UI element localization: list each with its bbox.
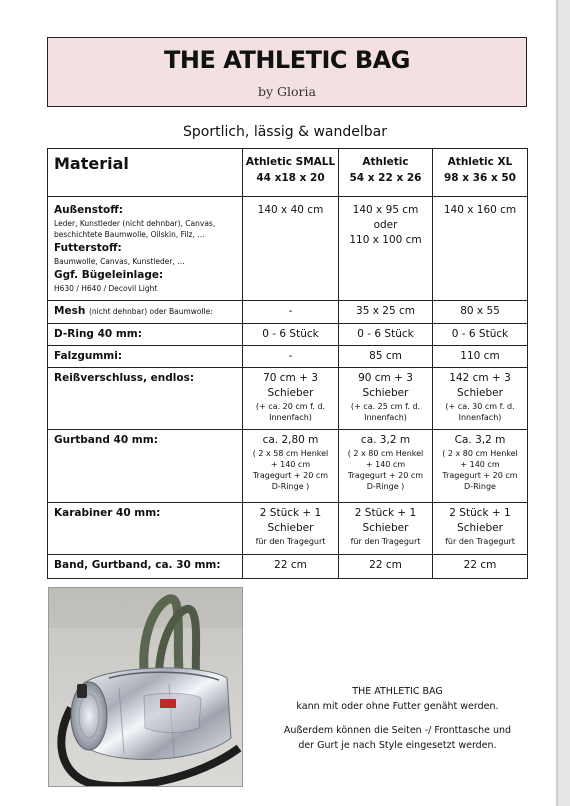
karabiner-xl	[433, 503, 528, 555]
table-row-falzgummi	[48, 346, 528, 368]
falzgummi-label: Falzgummi:	[48, 346, 243, 368]
gurt-mid-3: + 140 cm	[365, 460, 406, 469]
karabiner-small-1: 2 Stück + 1	[259, 507, 322, 519]
gurt-mid-1: ca. 3,2 m	[360, 434, 411, 446]
byline: by Gloria	[258, 84, 316, 99]
header-small-name: Athletic SMALL	[245, 156, 336, 168]
karabiner-small-3: für den Tragegurt	[255, 537, 326, 546]
header-small	[243, 149, 339, 197]
futterstoff-label: Futterstoff:	[54, 242, 122, 254]
reiss-xl-4: Innenfach)	[458, 413, 502, 422]
karabiner-xl-3: für den Tragegurt	[445, 537, 515, 546]
karabiner-mid-2: Schieber	[362, 522, 409, 534]
karabiner-xl-1: 2 Stück + 1	[449, 507, 511, 519]
buegeleinlage-label: Ggf. Bügeleinlage:	[54, 269, 164, 281]
mesh-athletic: 35 x 25 cm	[339, 301, 433, 324]
gurt-xl-2: ( 2 x 80 cm Henkel	[442, 449, 518, 458]
table-row-reissverschluss	[48, 368, 528, 430]
header-material: Material	[48, 149, 243, 197]
aussenstoff-athletic-2: oder	[373, 219, 398, 231]
header-small-size: 44 x18 x 20	[256, 172, 325, 184]
gurt-xl-4: Tragegurt + 20 cm	[442, 471, 518, 480]
dring-label: D-Ring 40 mm:	[48, 324, 243, 346]
gurt-xl-5: D-Ringe	[464, 482, 496, 491]
bottom-description	[270, 684, 525, 753]
subtitle: Sportlich, lässig & wandelbar	[183, 124, 387, 140]
karabiner-athletic	[339, 503, 433, 555]
page-edge	[556, 0, 570, 806]
gurt-mid-4: Tragegurt + 20 cm	[347, 471, 424, 480]
gurtband-xl	[433, 430, 528, 503]
aussenstoff-athletic	[339, 197, 433, 301]
table-row-aussenstoff	[48, 197, 528, 301]
gurt-small-3: + 140 cm	[270, 460, 311, 469]
falzgummi-small: -	[243, 346, 339, 368]
gurtband-athletic	[339, 430, 433, 503]
futterstoff-desc: Baumwolle, Canvas, Kunstleder, …	[54, 257, 185, 266]
reiss-xl-3: (+ ca. 30 cm f. d.	[445, 402, 515, 411]
mesh-label: Mesh	[54, 305, 86, 317]
reiss-mid-3: (+ ca. 25 cm f. d.	[350, 402, 421, 411]
aussenstoff-desc: Leder, Kunstleder (nicht dehnbar), Canvas, beschichtete Baumwolle, Oilskin, Filz, …	[54, 219, 216, 239]
band-small: 22 cm	[243, 555, 339, 579]
reissverschluss-xl	[433, 368, 528, 430]
aussenstoff-athletic-3: 110 x 100 cm	[349, 234, 422, 246]
reiss-small-2: Schieber	[267, 387, 314, 399]
gurt-mid-2: ( 2 x 80 cm Henkel	[347, 449, 424, 458]
header-athletic	[339, 149, 433, 197]
bag-photo	[48, 587, 243, 787]
karabiner-label: Karabiner 40 mm:	[48, 503, 243, 555]
reiss-mid-2: Schieber	[362, 387, 409, 399]
aussenstoff-athletic-1: 140 x 95 cm	[352, 204, 419, 216]
strap-connector	[77, 684, 87, 698]
header-athletic-size: 54 x 22 x 26	[349, 172, 422, 184]
bag-illustration	[49, 588, 243, 787]
gurtband-label: Gurtband 40 mm:	[48, 430, 243, 503]
dring-xl: 0 - 6 Stück	[433, 324, 528, 346]
reiss-small-1: 70 cm + 3	[263, 372, 318, 384]
falzgummi-athletic: 85 cm	[339, 346, 433, 368]
karabiner-xl-2: Schieber	[457, 522, 503, 534]
gurt-small-5: D-Ringe )	[271, 482, 310, 491]
brand-tag	[160, 699, 176, 708]
bag-endcap	[71, 682, 107, 750]
reiss-mid-4: Innenfach)	[364, 413, 407, 422]
mesh-small: -	[243, 301, 339, 324]
gurt-xl-3: + 140 cm	[460, 460, 500, 469]
table-row-mesh	[48, 301, 528, 324]
reiss-small-4: Innenfach)	[269, 413, 312, 422]
gurt-mid-5: D-Ringe )	[366, 482, 405, 491]
reiss-mid-1: 90 cm + 3	[358, 372, 413, 384]
gurt-xl-1: Ca. 3,2 m	[454, 434, 506, 446]
header-xl-size: 98 x 36 x 50	[443, 172, 516, 184]
table-row-band	[48, 555, 528, 579]
mesh-label-small: (nicht dehnbar) oder Baumwolle:	[88, 307, 213, 316]
reissverschluss-small	[243, 368, 339, 430]
bottom-line-2: kann mit oder ohne Futter genäht werden.	[296, 701, 499, 712]
karabiner-small	[243, 503, 339, 555]
gurtband-small	[243, 430, 339, 503]
gurt-small-1: ca. 2,80 m	[262, 434, 319, 446]
bottom-line-4: der Gurt je nach Style eingesetzt werden.	[298, 740, 497, 751]
table-row-karabiner	[48, 503, 528, 555]
buegeleinlage-desc: H630 / H640 / Decovil Light	[54, 284, 158, 293]
karabiner-mid-1: 2 Stück + 1	[354, 507, 417, 519]
aussenstoff-label: Außenstoff:	[54, 204, 123, 216]
table-row-dring	[48, 324, 528, 346]
mesh-xl: 80 x 55	[433, 301, 528, 324]
band-xl: 22 cm	[433, 555, 528, 579]
bottom-line-1: THE ATHLETIC BAG	[352, 686, 443, 697]
falzgummi-xl: 110 cm	[433, 346, 528, 368]
aussenstoff-label-cell	[48, 197, 243, 301]
reiss-small-3: (+ ca. 20 cm f. d.	[255, 402, 326, 411]
table-header-row	[48, 149, 528, 197]
dring-athletic: 0 - 6 Stück	[339, 324, 433, 346]
table-row-gurtband	[48, 430, 528, 503]
band-athletic: 22 cm	[339, 555, 433, 579]
page-title: THE ATHLETIC BAG	[164, 46, 410, 74]
dring-small: 0 - 6 Stück	[243, 324, 339, 346]
reissverschluss-label: Reißverschluss, endlos:	[48, 368, 243, 430]
karabiner-mid-3: für den Tragegurt	[350, 537, 421, 546]
band-label: Band, Gurtband, ca. 30 mm:	[48, 555, 243, 579]
header-xl	[433, 149, 528, 197]
bottom-line-3: Außerdem können die Seiten -/ Fronttasche und	[283, 725, 512, 736]
aussenstoff-small: 140 x 40 cm	[243, 197, 339, 301]
title-box	[47, 37, 527, 107]
material-table	[47, 148, 528, 579]
gurt-small-2: ( 2 x 58 cm Henkel	[252, 449, 329, 458]
reiss-xl-1: 142 cm + 3	[449, 372, 511, 384]
header-xl-name: Athletic XL	[447, 156, 513, 168]
reiss-xl-2: Schieber	[457, 387, 503, 399]
page-edge-line	[556, 0, 558, 806]
aussenstoff-xl: 140 x 160 cm	[433, 197, 528, 301]
gurt-small-4: Tragegurt + 20 cm	[252, 471, 329, 480]
header-athletic-name: Athletic	[362, 156, 409, 168]
mesh-label-cell	[48, 301, 243, 324]
reissverschluss-athletic	[339, 368, 433, 430]
karabiner-small-2: Schieber	[267, 522, 314, 534]
